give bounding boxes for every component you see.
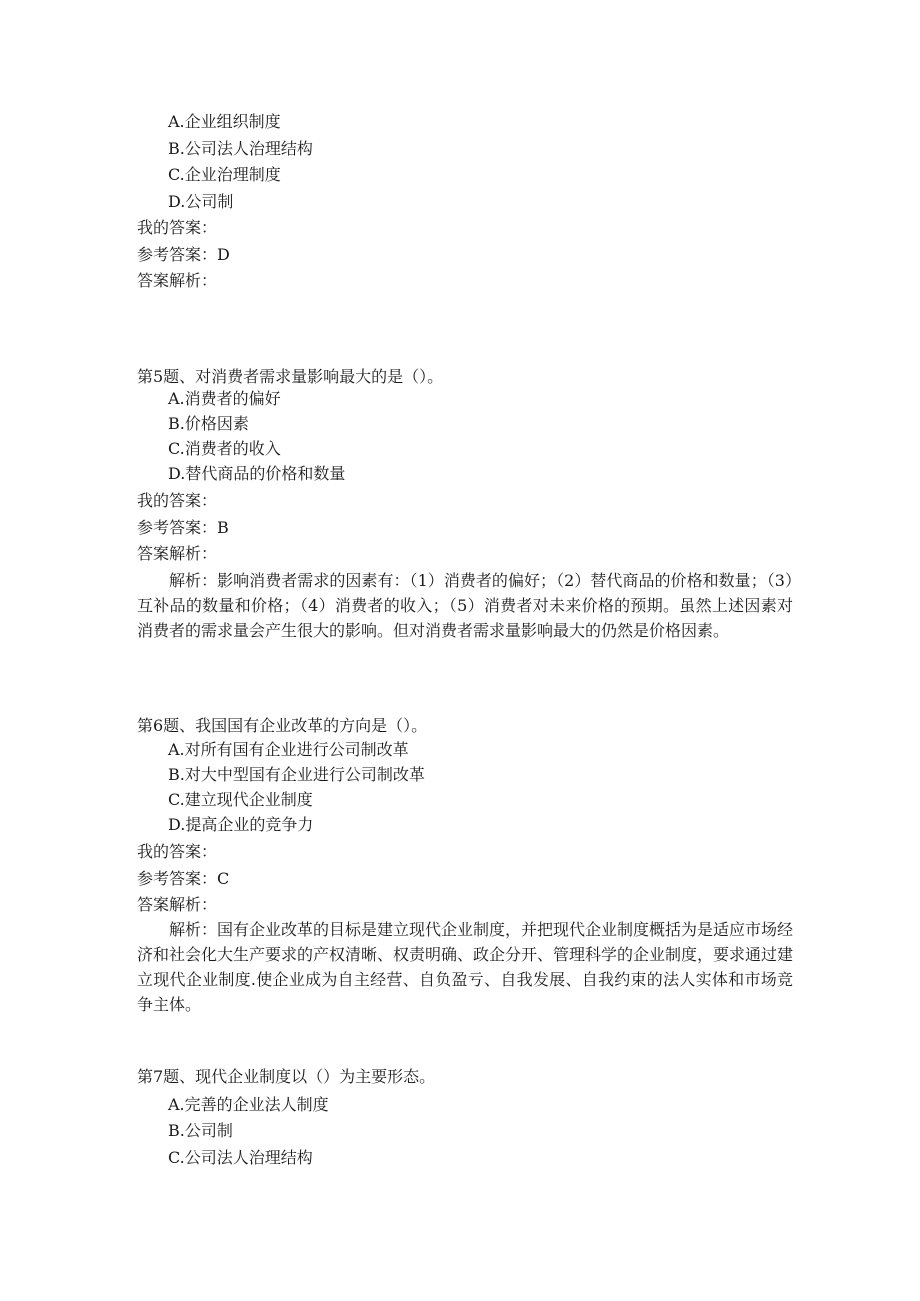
q7-title: 第7题、现代企业制度以（）为主要形态。	[137, 1067, 436, 1086]
q6-analysis: 解析：国有企业改革的目标是建立现代企业制度，并把现代企业制度概括为是适应市场经济和社会化大生产要求的产权清晰、权责明确、政企分开、管理科学的企业制度，要求通过建立现代企业制度.使企业成为自主经营、自负盈亏、自我发展、自我约束的法人实体和市场竞争主体。	[137, 920, 794, 1014]
q5-ref-answer: 参考答案：B	[137, 518, 229, 537]
q7-option-a: A.完善的企业法人制度	[168, 1095, 329, 1114]
q5-option-b: B.价格因素	[168, 414, 249, 433]
q6-option-b: B.对大中型国有企业进行公司制改革	[168, 765, 425, 784]
q5-analysis-label: 答案解析：	[137, 544, 218, 563]
q7-option-c: C.公司法人治理结构	[168, 1148, 313, 1167]
q6-analysis-label: 答案解析：	[137, 895, 218, 914]
q4-option-d: D.公司制	[168, 192, 234, 211]
q5-option-d: D.替代商品的价格和数量	[168, 464, 346, 483]
q6-my-answer: 我的答案：	[137, 842, 218, 861]
q4-option-c: C.企业治理制度	[168, 165, 281, 184]
q6-title: 第6题、我国国有企业改革的方向是（）。	[137, 716, 428, 735]
q4-analysis-label: 答案解析：	[137, 271, 218, 290]
q4-ref-answer: 参考答案：D	[137, 245, 230, 264]
q4-my-answer: 我的答案：	[137, 218, 218, 237]
q6-option-c: C.建立现代企业制度	[168, 790, 313, 809]
q4-option-a: A.企业组织制度	[168, 112, 281, 131]
q5-title: 第5题、对消费者需求量影响最大的是（）。	[137, 367, 444, 386]
q4-option-b: B.公司法人治理结构	[168, 139, 313, 158]
q5-my-answer: 我的答案：	[137, 491, 218, 510]
q6-option-a: A.对所有国有企业进行公司制改革	[168, 740, 409, 759]
q5-option-a: A.消费者的偏好	[168, 389, 281, 408]
q5-option-c: C.消费者的收入	[168, 439, 281, 458]
q5-analysis: 解析：影响消费者需求的因素有：（1）消费者的偏好；（2）替代商品的价格和数量；（3）互补品的数量和价格；（4）消费者的收入；（5）消费者对未来价格的预期。虽然上述因素对消费者的需求量会产生很大的影响。但对消费者需求量影响最大的仍然是价格因素。	[137, 571, 793, 640]
q7-option-b: B.公司制	[168, 1121, 233, 1140]
q6-ref-answer: 参考答案：C	[137, 869, 230, 888]
q6-option-d: D.提高企业的竞争力	[168, 815, 314, 834]
